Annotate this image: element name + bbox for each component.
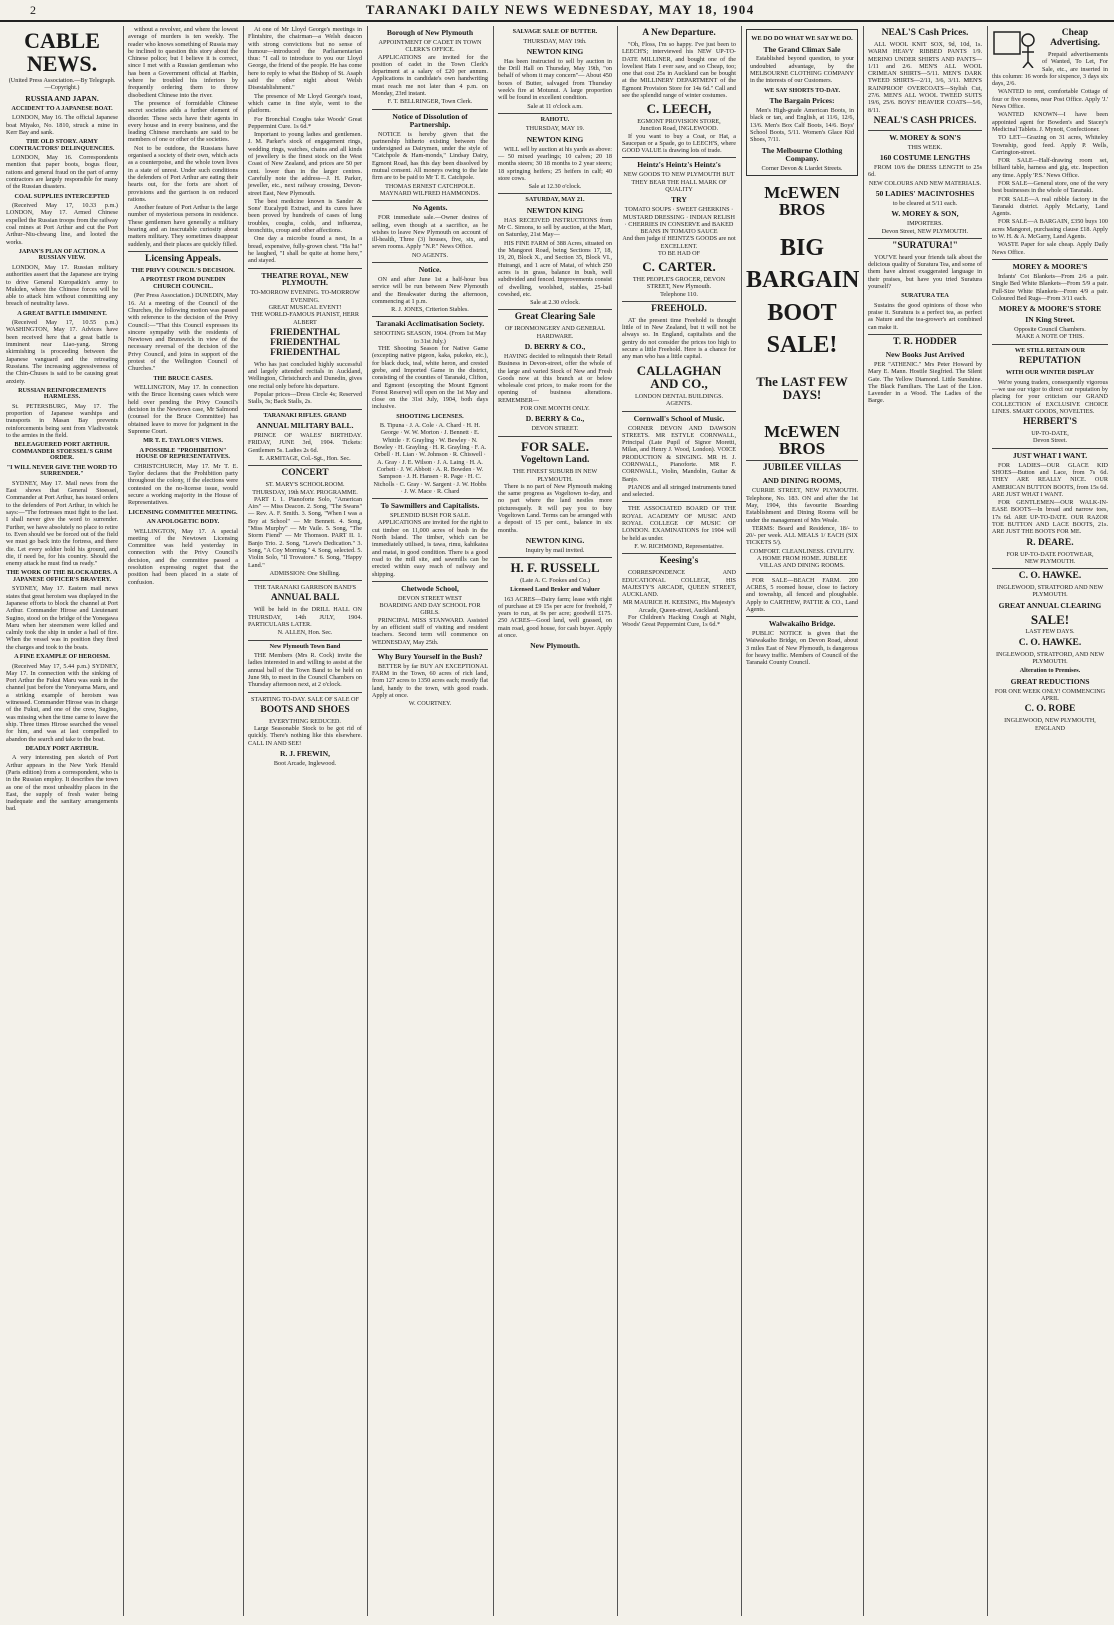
theatre-line: THE WORLD-FAMOUS PIANIST, HERR ALBERT [251,311,359,326]
advertiser-name: CALLAGHAN AND CO., [636,362,722,392]
headline: REPUTATION [1019,356,1081,367]
divider [498,557,612,558]
ad-text: We're young traders, consequently vigorous—we use our vigor to direct our reputation by placing for your criticism our GRAND COLLECTION of EXCLUSIVE CHOICE LINES. SMART GOODS, NOVELTIES. [992,378,1108,415]
notice-text: PRINCIPAL MISS STANWARD. Assisted by an efficient staff of visiting and resident teachers. Second term will commence on WEDNESDAY, May 25th. [372,616,488,646]
headline: MR T. E. TAYLOR'S VIEWS. [143,437,223,445]
ad-text: FOR SALE—BEACH FARM. 200 ACRES, 5 roomed house, close to factory and township, all fenced and ploughable. Apply to CARTHEW, PATTIE & CO., Land Agents. [746,576,858,613]
headline: "I WILL NEVER GIVE THE WORD TO SURRENDER." [6,463,118,478]
advertiser-name: C. O. ROBE [1024,704,1076,715]
divider [992,259,1108,260]
article-paragraph: SYDNEY, May 17. Mail news from the East shows that General Stoessel, Commander at Port Arthur, has issued orders to the defenders of Port Arthur, in which he says:—"The fortresses must fight to the last. I shall never give the word to surrender. Further, we have absolutely no place to retire to. Even should we be forced out of the field we must go back into the fortress, and there die. Let every soldier hold his ground, and die, if need be, for his country. Should the enemy attack he must find us ready." [6,479,118,568]
ad-text: Men's High-grade American Boots, in black or tan, and English, at 11/6, 12/6, 13/6. Men's Box Calf Boots, 14/6. Boys' School Boots, 5/11. Women's Glace Kid Shoes, 7/11. [750,107,854,144]
headline: The Bargain Prices: [769,96,835,106]
advertiser-name: C. O. HAWKE. [1018,571,1082,582]
classified-ad: FOR SALE—A real nibble factory in the Taranaki district. Apply McLarty, Land Agents. [992,195,1108,218]
headline: "SURATURA!" [892,240,958,251]
auctioneer-name: NEWTON KING [526,205,584,215]
column-1 [2,26,122,1616]
subheadline: Licensed Land Broker and Valuer [510,586,600,594]
notice-signature: MR MAURICE H. KEESING, His Majesty's Arcade, Queen-street, Auckland. [623,599,735,614]
ad-text: FROM 10/6 the DRESS LENGTH to 25s 6d. [868,164,982,179]
divider [248,409,362,410]
classified-ad: TO LET—Grazing on 31 acres, Whiteley Township, good feed. Apply P. Wells, Carrington-street. [992,134,1108,156]
headline: To Sawmillers and Capitalists. [380,501,480,511]
product-list: TOMATO SOUPS · SWEET GHERKINS · MUSTARD DRESSING · INDIAN RELISH · CHERRIES IN CONSERVE and BAKED BEANS IN TOMATO SAUCE [623,206,735,236]
theatre-subheading: TO-MORROW EVENING. TO-MORROW EVENING. [250,289,360,304]
headline: WE DO DO WHAT WE SAY WE DO. [751,35,853,42]
ball-heading: ANNUAL MILITARY BALL. [256,421,354,431]
auctioneer-name: NEWTON KING [526,134,584,144]
classified-ad: FOR SALE—General store, one of the very best businesses in the whole of Taranaki. [992,179,1108,195]
concert-programme: PART I. 1. Pianoforte Solo, "American Airs" — Miss Deacon. 2. Song, "The Swans" — Rev. A. F. Smith. 3. Song, "When I was a Boy at School" — Mr Bennett. 4. Song, "Miss Murphy" — Mr Vaile. 5. Song, "The Storm Fiend" — Mr Thomson. PART II. 1. Banjo Trio. 2. Song, "Love's Dedication." 3. Song, "A Coy Morning." 4. Song, selected. 5. Violin Solo, "Il Trovatore." 6. Song, "Happy Land." [248,495,362,569]
rifles-heading: TARANAKI RIFLES. GRAND [263,411,347,419]
divider [372,581,488,582]
article-paragraph: LONDON, May 17. Russian military authorities assert that the Japanese are trying to drive General Kuropatkin's army to Mukden, where the Chinese forces will be able to attack him without committing any breach of neutrality laws. [6,263,118,308]
divider [372,316,488,317]
headline: No Agents. [412,203,448,213]
article-paragraph: SYDNEY, May 17. Eastern mail news states that great heroism was displayed in the Japanese efforts to block the channel at Port Arthur. Commander Hirose and Lieutenant Sugino, stood on the bridge of the Yonegawa Maru when her steersmen were killed and calmly took the ship in under a hail of fire. When the vessel was in position they fired the charges and took to the boats. [6,585,118,651]
ad-intro: Prepaid advertisements of Wanted, To Let, For Sale, etc., are inserted in this column: 16 words for sixpence, 3 days six days, 2/6. [992,50,1108,88]
notice-text: THE Shooting Season for Native Game (excepting native pigeon, kaka, pukeko, etc.), for black duck, teal, white heron, and crested grebe, and Imported Game in the district, consisting of the counties of Taranaki, Clifton, and Egmont (excepting the Mount Egmont Forest Reserve) will open on the 1st May and close on the 31st July, 1904, both days inclusive. [372,345,488,411]
advertiser-name: The Melbourne Clothing Company. [761,145,843,163]
divider [622,411,736,412]
ad-text: COMFORT. CLEANLINESS. CIVILITY. [749,547,855,555]
ad-text: CURRIE STREET, NEW PLYMOUTH. Telephone, No. 183. ON and after the 1st May, 1904, this favourite Boarding Establishment and Dining Rooms will be under the management of Mrs Weale. [746,487,858,524]
advertiser-address: THE PEOPLE'S GROCER, DEVON STREET, New Plymouth. [632,276,726,291]
ad-text: Sustains the good opinions of those who praise it. Suratura is a perfect tea, as perfect as Nature and the tea-grower's art combined can make it. [868,301,982,331]
headline: 160 COSTUME LENGTHS [879,153,971,163]
headline: FOR SALE. [521,438,589,454]
ad-text: PER "ATHENIC." Mrs Peter Howard by Mary E. Mann. Hostile Siegfried. The Silent Gate. The Yellow Diamond. Little Sunshine. The Black Familiars. The Last of the Lion. Lavender in a Wood. The Ladies of the Barge. [868,360,982,405]
subheadline: Vogeltown Land. [520,455,590,466]
advertiser-name: McEWEN BROS [764,182,840,219]
headline: Keesing's [659,556,699,567]
ad-text: CORNER DEVON AND DAWSON STREETS. MR ESTYLE CORNWALL, Principal (Late Pupil of Signor Moretti, Milan, and Henry J. Wood, London). VOICE PRODUCTION & SINGING. MR H. J. CORNWALL, Pianoforte. MR F. CORNWALL, Violin, Mandolin, Guitar & Banjo. [622,424,736,483]
ad-text: TO BE HAD OF [658,250,700,258]
advertiser-name: C. CARTER. [642,259,716,275]
notice-text: BETTER by far BUY AN EXCEPTIONAL FARM in the Town, 60 acres of rich land, from 127 acres to 1350 acres each; mostly flat land, handy to the town, with good roads. Apply at once. [372,662,488,699]
headline: WE SAY SHORTS TO-DAY. [763,86,840,94]
divider [498,309,612,310]
divider [868,130,982,131]
notice-signature: F. W. RICHMOND, Representative. [634,542,724,550]
cable-news-subheading: (United Press Association.—By Telegraph.—Copyright.) [8,77,116,92]
headline: AN APOLOGETIC BODY. [146,518,220,525]
advertiser-name: H. F. RUSSELL [510,560,600,576]
subheadline: THURSDAY, MAY 19th. [523,37,587,45]
headline: 50 LADIES' MACINTOSHES [875,189,975,199]
headline: Taranaki Acclimatisation Society. [375,319,485,329]
divider [248,640,362,641]
advertiser-name: MOREY & MOORE'S [1012,261,1088,271]
article-paragraph: (Received May 17, 10.33 p.m.) LONDON, May 17. Armed Chinese expelled the Russian troops from the railway coal mines at Port Arthur and cut the Port Arthur–Niu-chwang line, and looted the works. [6,202,118,246]
sale-subheading: EVERYTHING REDUCED. [269,717,341,725]
ad-text: A HOME FROM HOME. JUBILEE VILLAS AND DINING ROOMS. [756,555,848,570]
divider [248,580,362,581]
headline: Great Clearing Sale [514,312,596,323]
article-paragraph: WELLINGTON, May 17. In connection with the Bruce licensing cases which were held over pending the Privy Council's decision in the Newtown case, Mr Salmond (counsel for the Bruce Committee) has obtained leave to move for judgment in the Supreme Court. [128,384,238,435]
advertiser-name: NEWTON KING. [525,535,585,545]
article-paragraph: At one of Mr Lloyd George's meetings in Flintshire, the chairman—a Welsh deacon with strong convictions but no sense of humour—introduced the Parliamentarian thus: "I call to introduce to you our Lloyd George, the friend of the people. He has come here to reply to what the Bishop of St. Asaph said the other night about Welsh Disestablishment." [248,26,362,92]
licences-heading: SHOOTING LICENSES. [396,412,464,420]
sale-text: Large Seasonable Stock to be got rid of quickly. There's nothing like this elsewhere. CALL IN AND SEE! [248,725,362,747]
advertiser-address: Devon Street, NEW PLYMOUTH. [881,227,969,235]
notice-text: NOTICE is hereby given that the partnership hitherto existing between the undersigned as Dairymen, under the style of "Catchpole & Ham-monds," Lindsay Dairy, Egmont Road, has this day been dissolved by mutual consent. All moneys owing to the late firm are to be paid to Mr T. E. Catchpole. [372,130,488,182]
ball-text: PRINCE OF WALES' BIRTHDAY. FRIDAY, JUNE 3rd, 1904. Tickets: Gentlemen 5s. Ladies 2s 6d. [248,432,362,454]
headline: Cheap Advertising. [1050,28,1100,48]
headline: RAHOTU. [540,115,570,123]
divider [622,157,736,158]
town-band-heading: New Plymouth Town Band [269,642,341,650]
article-paragraph: The presence of formidable Chinese secret societies adds a further element of disorder. These sects have their agents in every house and in every business, and the leading Chinese merchants are said to be members of one or other of the societies. [128,99,238,144]
advertiser-name: MOREY & MOORE'S STORE [998,304,1102,314]
theatre-text: Who has just concluded highly successful and largely attended recitals in Auckland, Wellington, Christchurch and Dunedin, gives one recital only before his departure. [248,360,362,390]
notice-text: HAVING decided to relinquish their Retail Business in Devon-street, offer the whole of the large and varied Stock of New and Fresh Goods now at this branch at or below wholesale cost prices, to make room for the opening of business alterations. REMEMBER— [498,352,612,404]
divider [622,301,736,302]
headline: ACCIDENT TO A JAPANESE BOAT. [11,104,113,112]
ad-text: MAKE A NOTE OF THIS. [1016,333,1084,341]
subheadline: WITH OUR WINTER DISPLAY [1005,369,1095,377]
divider [868,238,982,239]
advertiser-role: IMPORTERS. [907,220,943,228]
headline: A New Departure. [642,28,716,38]
divider [372,109,488,110]
divider [372,649,488,650]
divider [372,498,488,499]
classified-ad: FOR SALE—Half-drawing room set, billiard table, harness and gig, etc. Inspection any time. Apply 'P.S.' News Office. [992,157,1108,179]
advertiser-name: T. R. HODDER [893,337,957,347]
subheadline: to be cleared at 5/11 each. [892,200,958,207]
divider [498,113,612,114]
article-paragraph: The best medicine known is Sander & Sons' Eucalypti Extract, and its cures have been proved by hundreds of cases of lung troubles, coughs, colds, and influenza, bronchitis, croup and other affections. [248,197,362,235]
advertiser-address: LONDON DENTAL BUILDINGS. [634,392,724,400]
advertiser-name: W. MOREY & SON, [891,209,959,219]
masthead-title: TARANAKI DAILY NEWS WEDNESDAY, MAY 18, 1904 [365,2,755,17]
headline: A FINE EXAMPLE OF HEROISM. [14,653,110,661]
subheadline: BOARDING AND DAY SCHOOL FOR GIRLS. [379,602,481,617]
article-paragraph: LONDON, May 16. Correspondents mention that paper boots, bogus flour, rations and general fraud on the part of army contractors are largely responsible for many of the Russian disasters. [6,154,118,191]
headline: SURATURA TEA [901,292,949,300]
article-paragraph: (Received May 17, 5.44 p.m.) SYDNEY, May 17. In connection with the sinking of Port Arthur the Fukui Maru was sunk in the channel just before the Yoneyama Maru, and a striking example of heroism was witnessed. Commander Hirose was in charge of the Fukui, and one of the crew, Sugino, was missing when the time came to leave the ship. Three times Hirose searched the vessel for him, and was at last compelled to abandon the search and take to the boat. [6,662,118,743]
advertiser-address: INGLEWOOD, STRATFORD, AND NEW PLYMOUTH. [995,650,1105,665]
boots-shoes-heading: BOOTS AND SHOES [260,704,350,715]
divider [372,200,488,201]
headline: JUST WHAT I WANT. [1012,450,1088,460]
divider [746,616,858,617]
licences-list: B. Tipuna · J. A. Cole · A. Chard · H. H. George · W. W. Morton · J. Bennett · E. Whittle · F. Grayling · W. Bewley · N. Bowley · H. Grayling · H. R. Grayling · F. A. Orbell · H. Lian · W. Johnson · R. Chiswell · A. Gray · J. E. Wilson · J. A. Laing · H. A. Corbett · J. W. Abbott · A. R. Bowden · W. Sampson · J. H. Hansen · R. Page · H. C. Nicholls · C. Gray · W. Sargent · J. W. Hobbs · J. W. Mace · R. Chard [373,422,487,495]
subheadline: SPLENDID BUSH FOR SALE. [389,512,471,520]
notice-text: APPLICATIONS are invited for the right to cut timber on 11,000 acres of bush in the North Island. The timber, which can be immediately utilised, is tawa, rimu, kahikatea and matai, in good condition. There is a good road to the mill site, and sawmills can be erected within easy reach of railway and shipping. [372,519,488,578]
advertiser-phone: Telephone 110. [660,290,698,298]
divider [622,501,736,502]
subheadline: UP-TO-DATE, [1031,430,1069,438]
advertiser-address: NEW PLYMOUTH. [1024,557,1076,565]
band-signature: N. ALLEN, Hon. Sec. [277,629,333,637]
ad-text: If you want to buy a Coat, or Hat, a Saucepan or a Spade, go to LEECH'S, where GOOD VALUE is drawing lots of trade. [622,132,736,155]
ad-text: FOR GENTLEMEN—OUR WALK-IN-EASE BOOTS—In broad and narrow toes, 17s 6d. ARE UP-TO-DATE. OUR RAZOR TOE BUTTON AND LACE BOOTS, 21s. ARE JUST THE BOOTS FOR ME. [992,499,1108,536]
advertiser-address: Opposite Council Chambers. [1014,326,1086,334]
subheadline: (Late A. C. Fookes and Co.) [520,576,590,584]
headline: Alteration to Premises. [1019,667,1081,675]
advertiser-address: Junction Road, INGLEWOOD. [639,125,719,133]
ad-text: And then judge if HEINTZ'S GOODS are not EXCELLENT. [622,235,736,250]
divider [622,553,736,554]
headline: Cornwall's School of Music. [633,413,725,423]
notice-text: 163 ACRES—Dairy farm; lease with right of purchase at £9 15s per acre for freehold, 7 years to run, at 9s per acre; goodwill £175. 250 ACRES—Good land, well grassed, on main road, good house, for cash buyer. Apply at once. [498,595,612,640]
ball-signature: E. ARMITAGE, Col.-Sgt., Hon. Sec. [259,454,351,462]
article-paragraph: St. PETERSBURG, May 17. The proportion of Japanese warships and transports in Masan Bay prevents reinforcements being sent from Vladivostok to the armies in the field. [6,402,118,440]
article-paragraph: The presence of Mr Lloyd George's toast, which came in fine style, went to the platform. [248,92,362,115]
advertiser-address: INGLEWOOD, STRATFORD AND NEW PLYMOUTH. [996,584,1104,599]
melbourne-ad [746,29,858,176]
advertiser-name: D. BERRY & Co., [525,414,585,424]
advertiser-name: R. DEARE. [1026,537,1074,548]
ad-text: FOR LADIES—OUR GLACE KID SHOES—Button and Lace, from 7s 6d. THEY ARE REALLY NICE. OUR AMERICAN BUTTON BOOTS, from 15s 6d. ARE JUST WHAT I WANT. [992,461,1108,498]
sale-time: Sale at 12.30 o'clock. [528,183,582,191]
concert-heading: CONCERT [281,468,329,479]
headline: SALVAGE SALE OF BUTTER. [512,28,598,35]
headline: TRY [671,195,687,205]
notice-signature: F. T. BELLRINGER, Town Clerk. [387,98,473,106]
headline: BELEAGUERED PORT ARTHUR. COMMANDER STOESSEL'S GRIM ORDER. [11,441,113,462]
divider [128,251,238,252]
column-6 [618,26,740,1616]
headline: SALE! [1030,611,1070,627]
divider [498,436,612,437]
extra-newsboy-icon [992,28,1038,68]
headline: Heintz's Heintz's Heintz's [637,160,721,170]
town-band-text: THE Members (Mrs R. Cock) invite the ladies interested in and willing to assist at the annual ball of the Town Band to be held on June 9th, to meet in the Council Chambers on Thursday afternoon next, at 2 o'clock. [248,652,362,689]
headline: Notice of Dissolution of Partnership. [392,111,468,129]
headline: RUSSIAN REINFORCEMENTS HARMLESS. [18,386,106,401]
ad-text: NEW COLOURS AND NEW MATERIALS. [868,179,982,187]
auctioneer-name: NEWTON KING [526,46,584,56]
advertiser-name: D. BERRY & CO., [524,341,586,351]
advertiser-store: EGMONT PROVISION STORE, [637,117,721,125]
sale-heading: STARTING TO-DAY. SALE OF SALE OF [251,695,359,703]
column-9 [988,26,1112,1616]
subheadline: SHOOTING SEASON, 1904. (From 1st May to 31st July.) [373,330,487,345]
theatre-heading: THEATRE ROYAL, NEW PLYMOUTH. [261,270,349,288]
article-paragraph: (Received May 17, 10.55 p.m.) WASHINGTON, May 17. Advices have been received here that a great battle is imminent near Liao-yang. Strong skirmishing is proceeding between the Japanese vanguard and the retreating Russians. The increasing aggressiveness of the Chin-Chuses is said to be causing great anxiety. [6,319,118,385]
notice-signature: NO AGENTS. [411,251,449,259]
column-8 [864,26,986,1616]
last-few-days: The LAST FEW DAYS! [756,374,848,403]
article-paragraph: without a revolver, and where the lowest average of murders is ten weekly. The reader who knows something of Russia may be inclined to question this story about the Chinese police; but I believe it is correct, since I met with a Russian gentleman who has been a Government official at Harbin, where he troubled his inferiors by frequently ordering them to throw disobedient Chinese into the river. [128,26,238,99]
divider [868,334,982,335]
concert-subheading: ST. MARY'S SCHOOLROOM. THURSDAY, 19th MAY. PROGRAMME. [252,481,358,496]
advertiser-name: HERBERT'S [1022,417,1078,428]
article-paragraph: WELLINGTON, May 17. A special meeting of the Newtown Licensing Committee was held yesterday in connection with the Privy Council's decision, and the committee passed a resolution expressing regret that the position had been placed in a state of confusion. [128,527,238,586]
notice-emphasis: Inquiry by mail invited. [525,546,585,554]
band-ball: ANNUAL BALL [270,593,340,604]
article-paragraph: For Bronchial Coughs take Woods' Great Peppermint Cure. 1s 6d.* [248,115,362,130]
notice-text: ON and after June 1st a half-hour bus service will be run between New Plymouth and the Breakwater during the afternoon, commencing at 1 p.m. [372,275,488,305]
band-heading: THE TARANAKI GARRISON BAND'S [253,584,357,592]
ad-text: PIANOS and all stringed instruments tuned and selected. [622,483,736,499]
price-list: ALL WOOL KNIT SOX, 9d, 10d, 1s. WARM HEAVY RIBBED PANTS 1/9. MERINO UNDER SHIRTS AND PANTS—1/11 and 2/6. MEN'S ALL WOOL CRIMEAN SHIRTS—5/11. MEN'S DARK TWEED SHIRTS—2/11, 3/6, 3/11. MEN'S RAINPROOF OVERCOATS—Stylish Cut, 27/6. MEN'S ALL WOOL TWEED SUITS 19/6, 25/6. BOYS' HEAVIER COATS—5/6, 8/11. [868,40,982,114]
notice-text: There is no part of New Plymouth making the same progress as Vogeltown to-day, and no part where the land nestles more picturesquely. It will pay you to buy Vogeltown Land. Terms can be arranged with a deposit of 15 per cent., balance in six months. [498,482,612,534]
subheadline: FOR UP-TO-DATE FOOTWEAR, [1006,550,1094,558]
headline: NEAL'S Cash Prices. [881,28,969,38]
advertiser-name: C. O. HAWKE. [1018,637,1082,648]
article-paragraph: A very interesting pen sketch of Port Arthur appears in the New York Herald (Paris edition) from a correspondent, who is in the Russian employ. It describes the town as one of the most unhealthy places in the East, the supply of fresh water being inadequate and the sanitary arrangements bad. [6,754,118,813]
subheadline: THIS WEEK. [907,143,943,151]
subheadline: DEVON STREET WEST [397,594,463,602]
price-list: Infants' Cot Blankets—From 2/6 a pair. Single Bed White Blankets—From 5/9 a pair. Full-Size White Blankets—From 4/9 a pair. Coloured Bed Rugs—From 3/11 each. [992,272,1108,302]
headline: Walwakaiho Bridge. [768,619,836,629]
divider [746,573,858,574]
divider [372,262,488,263]
headline: A GREAT BATTLE IMMINENT. [17,309,107,317]
headline: SATURDAY, MAY 21. [525,196,585,204]
advertiser-name: C. LEECH, [646,101,712,117]
article-paragraph: LONDON, May 16. The official Japanese boat Miyako, No. 1810, struck a mine in Kerr Bay and sank. [6,114,118,136]
headline: Licensing Appeals. [144,253,222,264]
notice-text: Has been instructed to sell by auction in the Drill Hall on Thursday, May 19th, "on behalf of whom it may concern"— About 450 boxes of Butter, salvaged from Thursday week's fire at Motunui. A large proportion will be found in excellent condition. [498,57,612,102]
headline: Chetwode School, [401,583,459,593]
divider [498,193,612,194]
column-3 [244,26,366,1616]
subheadline: OF IRONMONGERY AND GENERAL HARDWARE. [504,325,606,340]
headline: THE BRUCE CASES. [153,374,213,382]
advertiser-address: DEVON STREET. [531,425,579,433]
notice-text: FOR immediate sale.—Owner desires of selling, even though at a sacrifice, as he wishes to leave New Plymouth on account of ill-health, Three (3) houses, five, six, and seven rooms. Apply "N.P." News Office. [372,214,488,251]
divider [992,448,1108,449]
headline: Why Bury Yourself in the Bush? [377,651,483,661]
notice-text: PUBLIC NOTICE is given that the Waiwakaiho Bridge, on Devon Road, about 3 miles East of New Plymouth, is dangerous for heavy traffic. Members of Council of the Taranaki County Council. [746,630,858,667]
classified-ad: WANTED to rent, comfortable Cottage of four or five rooms, near Post Office. Apply 'J.' News Office. [992,88,1108,111]
subheadline: THE PRIVY COUNCIL'S DECISION. [131,266,235,274]
divider [248,692,362,693]
column-7 [742,26,862,1616]
advertiser-role: AGENTS. [666,400,692,408]
headline: COAL SUPPLIES INTERCEPTED [14,192,110,200]
masthead [0,0,1114,22]
band-text: Will be held in the DRILL HALL ON THURSDAY, 14th JULY, 1904. PARTICULARS LATER. [248,606,362,628]
classified-ad: WASTE Paper for sale cheap. Apply Daily News Office. [992,241,1108,256]
theatre-performer: FRIEDENTHAL FRIEDENTHAL FRIEDENTHAL [270,327,340,358]
notice-signature: R. J. JONES, Criterion Stables. [391,306,469,314]
headline: New Books Just Arrived [885,349,965,359]
column-5 [494,26,616,1616]
headline: GREAT ANNUAL CLEARING [998,600,1102,610]
headline: JAPAN'S PLAN OF ACTION. A RUSSIAN VIEW. [18,247,106,262]
section-heading: RUSSIA AND JAPAN. [25,93,99,103]
sale-time: Sale at 11 o'clock a.m. [527,102,583,110]
divider [992,344,1108,345]
advertiser-address: Corner Devon & Liardet Streets. [761,164,843,172]
headline: Notice. [418,265,442,274]
headline: NEAL'S CASH PRICES. [873,115,977,126]
ad-text: "Oh, Floss, I'm so happy. I've just been to LEECH'S; interviewed his NEW UP-TO-DATE MILLINER, and bought one of the loveliest Hats I ever saw, and so Cheap, too; one that cost 25s in Auckland can be bought at the MILLINERY DEPARTMENT of the Egmont Provision Store for 14s 6d." Call and see the splendid range of winter costumes. [622,40,736,100]
notice-signature: W. COURTNEY. [408,700,452,708]
classified-ad: FOR SALE—A BARGAIN, £350 buys 100 acres Mangorei, purchasing clause £18. Apply to W. H. & A. McGarry, Land Agents. [992,218,1108,241]
theatre-prices: Popular prices—Dress Circle 4s; Reserved Stalls, 3s; Back Stalls, 2s. [248,391,362,406]
headline: LICENSING COMMITTEE MEETING. [128,508,238,516]
cable-news-heading: CABLE NEWS. [24,28,100,77]
advertiser-name: R. J. FREWIN, [280,748,330,758]
headline: The Grand Climax Sale [763,44,841,54]
headline: FREEHOLD. [651,303,707,314]
article-paragraph: Not to be outdone, the Russians have organised a society of their own, which acts as a counterpoise, and the whole town lives in a state of unrest. Under such conditions the defenders of Port Arthur are eating their hearts out, for the forts are short of provisions and the garrison is on reduced rations. [128,144,238,203]
headline: A PROTEST FROM DUNEDIN CHURCH COUNCIL. [140,276,226,290]
subheadline: IN King Street. [1025,315,1075,325]
ad-text: FOR ONE WEEK ONLY! COMMENCING APRIL [994,687,1106,702]
article-paragraph: (Per Press Association.) DUNEDIN, May 16. At a meeting of the Council of the Churches, the following motion was passed with reference to the decision of the Privy Council:—"That this Council expresses its sincere sympathy with the residents of Newtown and Brunswick in view of the necessary reversal of the decision of the Privy Council, and joins in support of the protest of the Wellington Council of Churches." [128,292,238,373]
headline: THE WORK OF THE BLOCKADERS. A JAPANESE OFFICER'S BRAVERY. [6,569,118,583]
advertiser-town: New Plymouth. [530,641,580,651]
headline: Borough of New Plymouth [386,28,474,37]
ad-text: AT the present time Freehold is thought little of in New Zealand, but it will not be always so. In England, capitalists and the gentry do not consider the prices too high to secure a little Freehold. Here is a chance for any man who has a little capital. [622,316,736,361]
headline: WE STILL RETAIN OUR [1014,346,1086,354]
page-number: 2 [30,2,37,17]
divider [248,465,362,466]
notice-text: HAS RECEIVED INSTRUCTIONS from Mr C. Simons, to sell by auction, at the Mart, on Saturday, 21st May— [498,216,612,239]
subheadline: THURSDAY, MAY 19. [525,125,585,133]
ad-text: TERMS: Board and Residence, 18/- to 20/- per week. ALL MEALS 1/ EACH (SIX TICKETS 5/). [746,524,858,547]
ad-text: THE ASSOCIATED BOARD OF THE ROYAL ACADEMY OF MUSIC AND ROYAL COLLEGE OF MUSIC OF LONDON. EXAMINATIONS for 1904 will be held as under. [622,505,736,542]
notice-text: HIS FINE FARM of 388 Acres, situated on the Mangorei Road, being Sections 17, 18, 19, 20, Block X., and Section 35, Block VI., Huirangi, and 1 acre of Matai, of which 250 acres is in grass, balance in bush, well subdivided and fenced. Improvements consist of dwelling, woolshed, stables, 25-bail cowshed, etc. [498,239,612,298]
ad-text: For Children's Hacking Cough at Night, Woods' Great Peppermint Cure, 1s 6d.* [622,614,736,629]
headline: GREAT REDUCTIONS [1010,676,1090,686]
ad-text: YOU'VE heard your friends talk about the delicious quality of Suratura Tea, and some of them have almost exaggerated language in their praises, but have you tried Suratura yourself? [868,253,982,291]
subheadline: APPOINTMENT OF CADET IN TOWN CLERK'S OFFICE. [378,38,482,54]
subheadline: LAST FEW DAYS. [1025,628,1075,636]
subheadline: AND DINING ROOMS, [762,476,842,486]
ad-text: Established beyond question, to your undoubted advantage, by the MELBOURNE CLOTHING COMPANY in the interests of our Customers. [750,55,854,85]
divider [248,268,362,269]
divider [746,460,858,461]
sale-time: Sale at 2.30 o'clock. [530,299,580,307]
notice-text: WILL sell by auction at his yards as above:— 50 mixed yearlings; 10 calves; 20 18 months steers; 30 18 months to 2 year steers; 18 springing heifers; 25 heifers in calf; 40 store cows. [498,145,612,182]
article-paragraph: One day a microbe found a nest, In a bread, expensive, fully-grown chest. "Ha ha!" he laughed, "I shall be quite at home here," and stayed. [248,235,362,265]
bargain-boot-sale: BIG BARGAIN BOOT SALE! [746,234,860,359]
headline: A POSSIBLE "PROHIBITION" HOUSE OF REPRESENTATIVES. [136,446,230,461]
article-paragraph: Another feature of Port Arthur is the large number of mysterious persons in residence. These gentlemen have generally a military bearing and an inscrutable curiosity about matters military. They sometimes disappear suddenly, and their places are quickly filled. [128,204,238,248]
advertiser-address: Boot Arcade, Inglewood. [273,759,337,767]
divider [992,568,1108,569]
advertiser-address: Devon Street. [1032,437,1068,445]
ad-text: NEW GOODS TO NEW PLYMOUTH BUT THEY BEAR THE HALL MARK OF QUALITY [623,171,735,194]
column-4 [368,26,492,1616]
ad-text: CORRESPONDENCE AND EDUCATIONAL COLLEGE, HIS MAJESTY'S ARCADE, QUEEN STREET, AUCKLAND. [622,569,736,599]
headline: DEADLY PORT ARTHUR. [25,744,99,752]
article-paragraph: CHRISTCHURCH, May 17. Mr T. E. Taylor declares that the Prohibition party throughout the colony, if the elections were contested on the no-license issue, would secure a working majority in the House of Representatives. [128,462,238,507]
notice-text: APPLICATIONS are invited for the position of cadet in the Town Clerk's department at a salary of £20 per annum. Applications in candidate's own handwriting must reach me not later than 4 p.m. on Monday, 23rd instant. [372,53,488,98]
headline: THE OLD STORY. ARMY CONTRACTORS' DELINQUENCIES. [9,138,115,152]
subheadline: THE FINEST SUBURB IN NEW PLYMOUTH. [512,468,598,483]
article-paragraph: Important to young ladies and gentlemen. J. M. Parker's stock of engagement rings, wedding rings, watches, chains and all kinds of jewellery is the finest stock on the West Coast of New Zealand, and prices are 50 per cent. lower than in the larger centres. Carefully note the address—J. H. Parker, jeweller, etc., next railway crossing, Devon-street East, New Plymouth. [248,131,362,197]
classified-ad: WANTED KNOWN—I have been appointed agent for Bowden's and Stacey's Medicinal Tablets. J. Mynott, Confectioner. [992,111,1108,133]
advertiser-name: W. MOREY & SON'S [889,132,961,142]
advertiser-name: McEWEN BROS [764,422,840,459]
concert-admission: ADMISSION: One Shilling. [269,569,341,577]
advertiser-address: INGLEWOOD, NEW PLYMOUTH, ENGLAND [1004,717,1096,732]
headline: JUBILEE VILLAS [762,463,842,474]
notice-signature: THOMAS ERNEST CATCHPOLE. MAYNARD WILFRED HAMMONDS. [379,182,481,197]
column-2 [124,26,242,1616]
theatre-line: GREAT MUSICAL EVENT! [268,304,342,312]
notice-emphasis: FOR ONE MONTH ONLY. [520,405,590,413]
